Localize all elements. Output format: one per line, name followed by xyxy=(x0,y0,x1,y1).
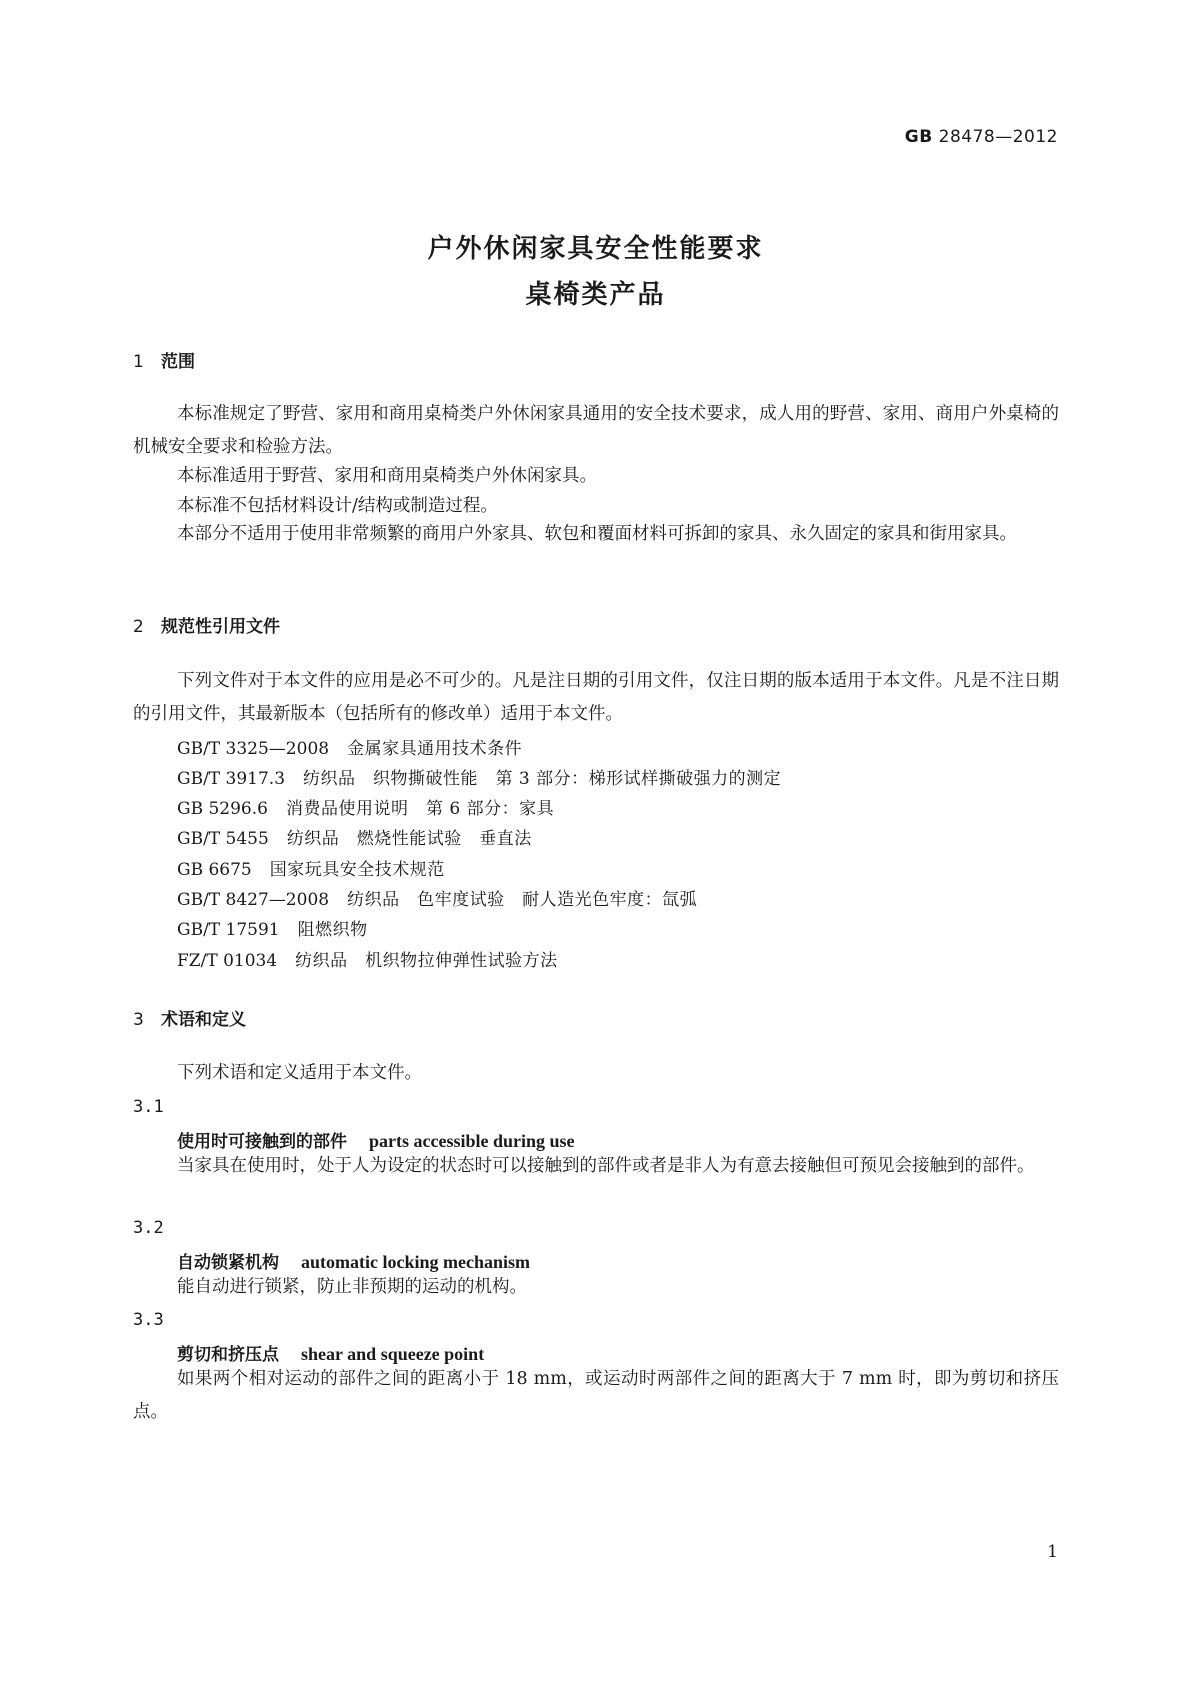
reference-code: GB 6675 xyxy=(177,860,252,880)
section-heading-refs xyxy=(133,612,280,637)
reference-code: GB/T 17591 xyxy=(177,920,280,940)
reference-item xyxy=(177,824,532,849)
reference-item xyxy=(177,734,522,759)
reference-name: 阻燃织物 xyxy=(297,920,368,940)
section-number: 3 xyxy=(133,1010,144,1030)
reference-code: GB 5296.6 xyxy=(177,799,268,819)
reference-name: 金属家具通用技术条件 xyxy=(347,739,523,759)
section-title: 规范性引用文件 xyxy=(161,617,280,637)
reference-name: 纺织品 燃烧性能试验 垂直法 xyxy=(286,829,532,849)
reference-name: 纺织品 织物撕破性能 第 3 部分：梯形试样撕破强力的测定 xyxy=(303,769,782,789)
scope-paragraph: 本部分不适用于使用非常频繁的商用户外家具、软包和覆面材料可拆卸的家具、永久固定的家具和街用家具。 xyxy=(177,524,1017,544)
section-heading-terms xyxy=(133,1005,246,1030)
term-en: automatic locking mechanism xyxy=(301,1252,530,1272)
term-zh: 使用时可接触到的部件 xyxy=(177,1132,347,1152)
clause-number: 3.2 xyxy=(133,1218,164,1238)
standard-prefix: GB xyxy=(904,127,933,147)
standard-number xyxy=(905,127,1058,147)
section-title: 范围 xyxy=(161,352,195,372)
reference-name: 消费品使用说明 第 6 部分：家具 xyxy=(285,799,555,819)
term-definition: 能自动进行锁紧，防止非预期的运动的机构。 xyxy=(177,1277,527,1297)
reference-item xyxy=(177,794,554,819)
terms-intro: 下列术语和定义适用于本文件。 xyxy=(177,1063,422,1083)
scope-paragraph: 本标准不包括材料设计/结构或制造过程。 xyxy=(177,496,498,516)
page-number: 1 xyxy=(1047,1542,1058,1562)
term-definition: 如果两个相对运动的部件之间的距离小于 18 mm，或运动时两部件之间的距离大于 7 mm 时，即为剪切和挤压点。 xyxy=(133,1369,1059,1422)
clause-number: 3.3 xyxy=(133,1310,164,1330)
reference-code: GB/T 3325—2008 xyxy=(177,739,330,759)
reference-name: 纺织品 色牢度试验 耐人造光色牢度：氙弧 xyxy=(347,890,698,910)
section-number: 2 xyxy=(133,617,144,637)
term-heading xyxy=(177,1248,530,1273)
reference-code: GB/T 3917.3 xyxy=(177,769,286,789)
clause-number: 3.1 xyxy=(133,1097,164,1117)
document-title: 户外休闲家具安全性能要求 xyxy=(427,234,764,264)
refs-intro: 下列文件对于本文件的应用是必不可少的。凡是注日期的引用文件，仅注日期的版本适用于本文件。凡是不注日期的引用文件，其最新版本（包括所有的修改单）适用于本文件。 xyxy=(133,671,1059,724)
term-heading xyxy=(177,1127,575,1152)
reference-item xyxy=(177,946,558,971)
term-en: parts accessible during use xyxy=(369,1131,575,1151)
term-heading xyxy=(177,1340,484,1365)
reference-name: 纺织品 机织物拉伸弹性试验方法 xyxy=(295,951,558,971)
reference-item xyxy=(177,885,697,910)
reference-item xyxy=(177,764,781,789)
reference-item xyxy=(177,915,368,940)
section-heading-scope xyxy=(133,347,195,372)
term-zh: 自动锁紧机构 xyxy=(177,1253,279,1273)
reference-code: GB/T 8427—2008 xyxy=(177,890,330,910)
scope-paragraph: 本标准规定了野营、家用和商用桌椅类户外休闲家具通用的安全技术要求，成人用的野营、家用、商用户外桌椅的机械安全要求和检验方法。 xyxy=(133,404,1059,457)
term-definition: 当家具在使用时，处于人为设定的状态时可以接触到的部件或者是非人为有意去接触但可预见会接触到的部件。 xyxy=(177,1156,1035,1176)
reference-code: FZ/T 01034 xyxy=(177,951,278,971)
scope-paragraph: 本标准适用于野营、家用和商用桌椅类户外休闲家具。 xyxy=(177,466,597,486)
document-subtitle: 桌椅类产品 xyxy=(525,280,666,310)
reference-code: GB/T 5455 xyxy=(177,829,269,849)
reference-name: 国家玩具安全技术规范 xyxy=(269,860,445,880)
term-en: shear and squeeze point xyxy=(301,1344,485,1364)
section-number: 1 xyxy=(133,352,144,372)
standard-code: 28478—2012 xyxy=(938,127,1058,147)
term-zh: 剪切和挤压点 xyxy=(177,1345,279,1365)
section-title: 术语和定义 xyxy=(161,1010,246,1030)
reference-item xyxy=(177,855,445,880)
